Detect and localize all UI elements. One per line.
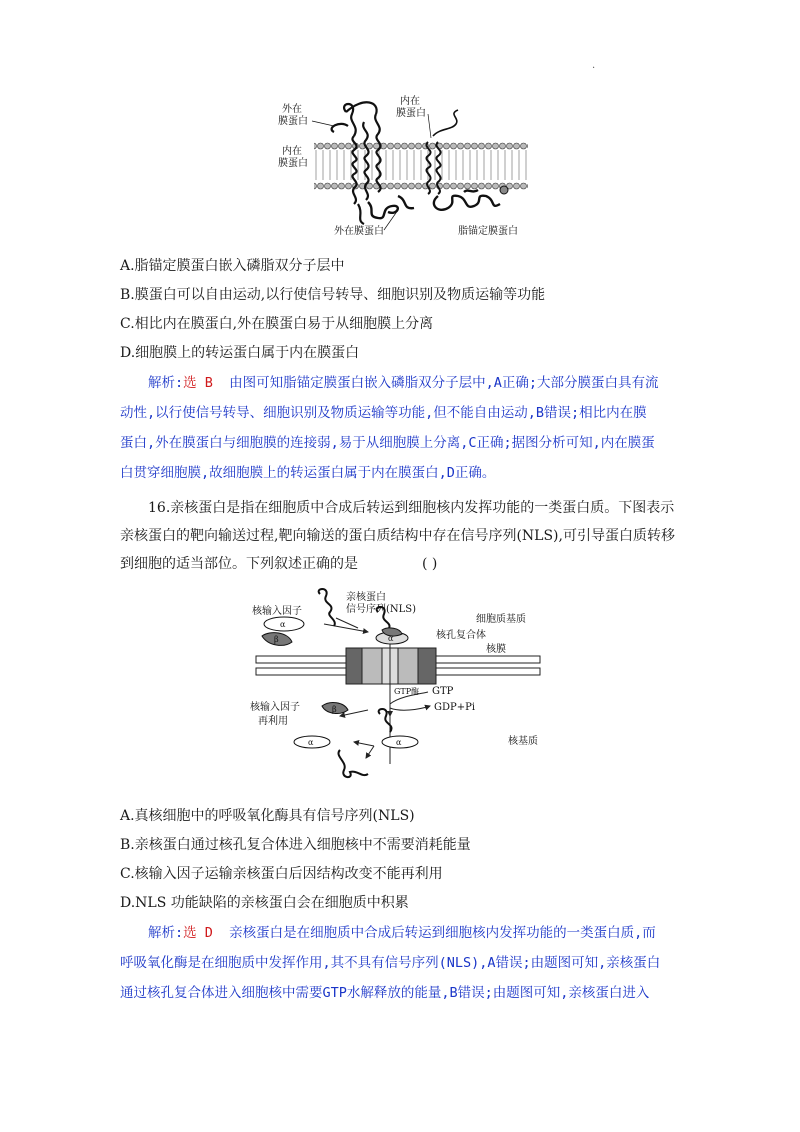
- label-outer-top-2: 膜蛋白: [278, 116, 308, 127]
- q15-option-c: C.相比内在膜蛋白,外在膜蛋白易于从细胞膜上分离: [120, 316, 434, 332]
- label-outer-bottom: 外在膜蛋白: [334, 226, 384, 237]
- outer-protein-bottom: [368, 196, 414, 218]
- transmembrane-protein: [332, 102, 381, 224]
- q16-option-c: C.核输入因子运输亲核蛋白后因结构改变不能再利用: [120, 866, 443, 882]
- explanation-line: 呼吸氧化酶是在细胞质中发挥作用,其不具有信号序列(NLS),A错误;由题图可知,亲核蛋白: [120, 955, 661, 971]
- lipid-bilayer: [314, 142, 528, 190]
- alpha-mark: α: [388, 634, 394, 643]
- question-line: 亲核蛋白的靶向输送过程,靶向输送的蛋白质结构中存在信号序列(NLS),可引导蛋白质转移: [120, 528, 675, 544]
- label-inner-left-2: 膜蛋白: [278, 158, 308, 169]
- label-inner-left-1: 内在: [282, 146, 302, 157]
- explanation-line: 动性,以行使信号转导、细胞识别及物质运输等功能,但不能自由运动,B错误;相比内在膜: [120, 405, 647, 421]
- label-inner-top-2: 膜蛋白: [396, 108, 426, 119]
- answer-paren: ( ): [422, 556, 438, 572]
- q15-option-b: B.膜蛋白可以自由运动,以行使信号转导、细胞识别及物质运输等功能: [120, 287, 546, 303]
- explanation-line: 白贯穿细胞膜,故细胞膜上的转运蛋白属于内在膜蛋白,D正确。: [120, 465, 496, 481]
- q15-option-d: D.细胞膜上的转运蛋白属于内在膜蛋白: [120, 345, 360, 361]
- label-recycle-1: 核输入因子: [250, 702, 300, 713]
- karyophilic-protein-shape: [338, 750, 368, 777]
- alpha-mark: α: [396, 738, 402, 747]
- explanation-line: 由图可知脂锚定膜蛋白嵌入磷脂双分子层中,A正确;大部分膜蛋白具有流: [229, 375, 659, 391]
- membrane-protein-figure: [268, 92, 538, 242]
- question-line: 16.亲核蛋白是指在细胞质中合成后转运到细胞核内发挥功能的一类蛋白质。下图表示: [148, 500, 675, 516]
- explanation-prefix: 解析:: [148, 375, 184, 391]
- q15-explanation: [120, 368, 680, 488]
- answer-label: 选 D: [183, 925, 213, 941]
- label-outer-top-1: 外在: [282, 104, 302, 115]
- answer-label: 选 B: [183, 375, 213, 391]
- label-gdp: GDP+Pi: [434, 702, 476, 713]
- alpha-mark: α: [280, 620, 286, 629]
- label-nucleoplasm: 核基质: [508, 736, 538, 747]
- q16-explanation: [120, 918, 680, 1008]
- label-cytoplasm: 细胞质基质: [476, 614, 526, 625]
- explanation-line: 蛋白,外在膜蛋白与细胞膜的连接弱,易于从细胞膜上分离,C正确;据图分析可知,内在膜蛋: [120, 435, 655, 451]
- beta-mark: β: [332, 705, 337, 714]
- alpha-mark: α: [308, 738, 314, 747]
- label-inner-top-1: 内在: [400, 96, 420, 107]
- label-gtp: GTP: [432, 686, 454, 697]
- question-line: 到细胞的适当部位。下列叙述正确的是: [120, 556, 358, 572]
- explanation-prefix: 解析:: [148, 925, 184, 941]
- label-import-factor: 核输入因子: [252, 606, 302, 617]
- explanation-line: 通过核孔复合体进入细胞核中需要GTP水解释放的能量,B错误;由题图可知,亲核蛋白进入: [120, 985, 650, 1001]
- q15-option-a: A.脂锚定膜蛋白嵌入磷脂双分子层中: [120, 258, 345, 274]
- q16-option-b: B.亲核蛋白通过核孔复合体进入细胞核中不需要消耗能量: [120, 837, 471, 853]
- nuclear-import-figure: [240, 586, 570, 786]
- label-lipid-anchor: 脂锚定膜蛋白: [458, 226, 518, 237]
- beta-mark: β: [274, 635, 279, 644]
- question-16: [120, 494, 680, 578]
- q16-option-a: A.真核细胞中的呼吸氧化酶具有信号序列(NLS): [120, 808, 415, 824]
- label-npc: 核孔复合体: [436, 630, 486, 641]
- label-gtpase: GTP酶: [394, 687, 420, 696]
- q16-option-d: D.NLS 功能缺陷的亲核蛋白会在细胞质中积累: [120, 895, 409, 911]
- label-karyophilic: 亲核蛋白: [346, 592, 386, 603]
- explanation-line: 亲核蛋白是在细胞质中合成后转运到细胞核内发挥功能的一类蛋白质,而: [229, 925, 656, 941]
- corner-mark: .: [592, 60, 596, 71]
- label-envelope: 核膜: [486, 644, 506, 655]
- label-nls: 信号序列(NLS): [346, 604, 417, 615]
- nuclear-pore-complex: [346, 648, 436, 684]
- karyophilic-protein-shape: [319, 589, 335, 626]
- label-recycle-2: 再利用: [258, 716, 288, 727]
